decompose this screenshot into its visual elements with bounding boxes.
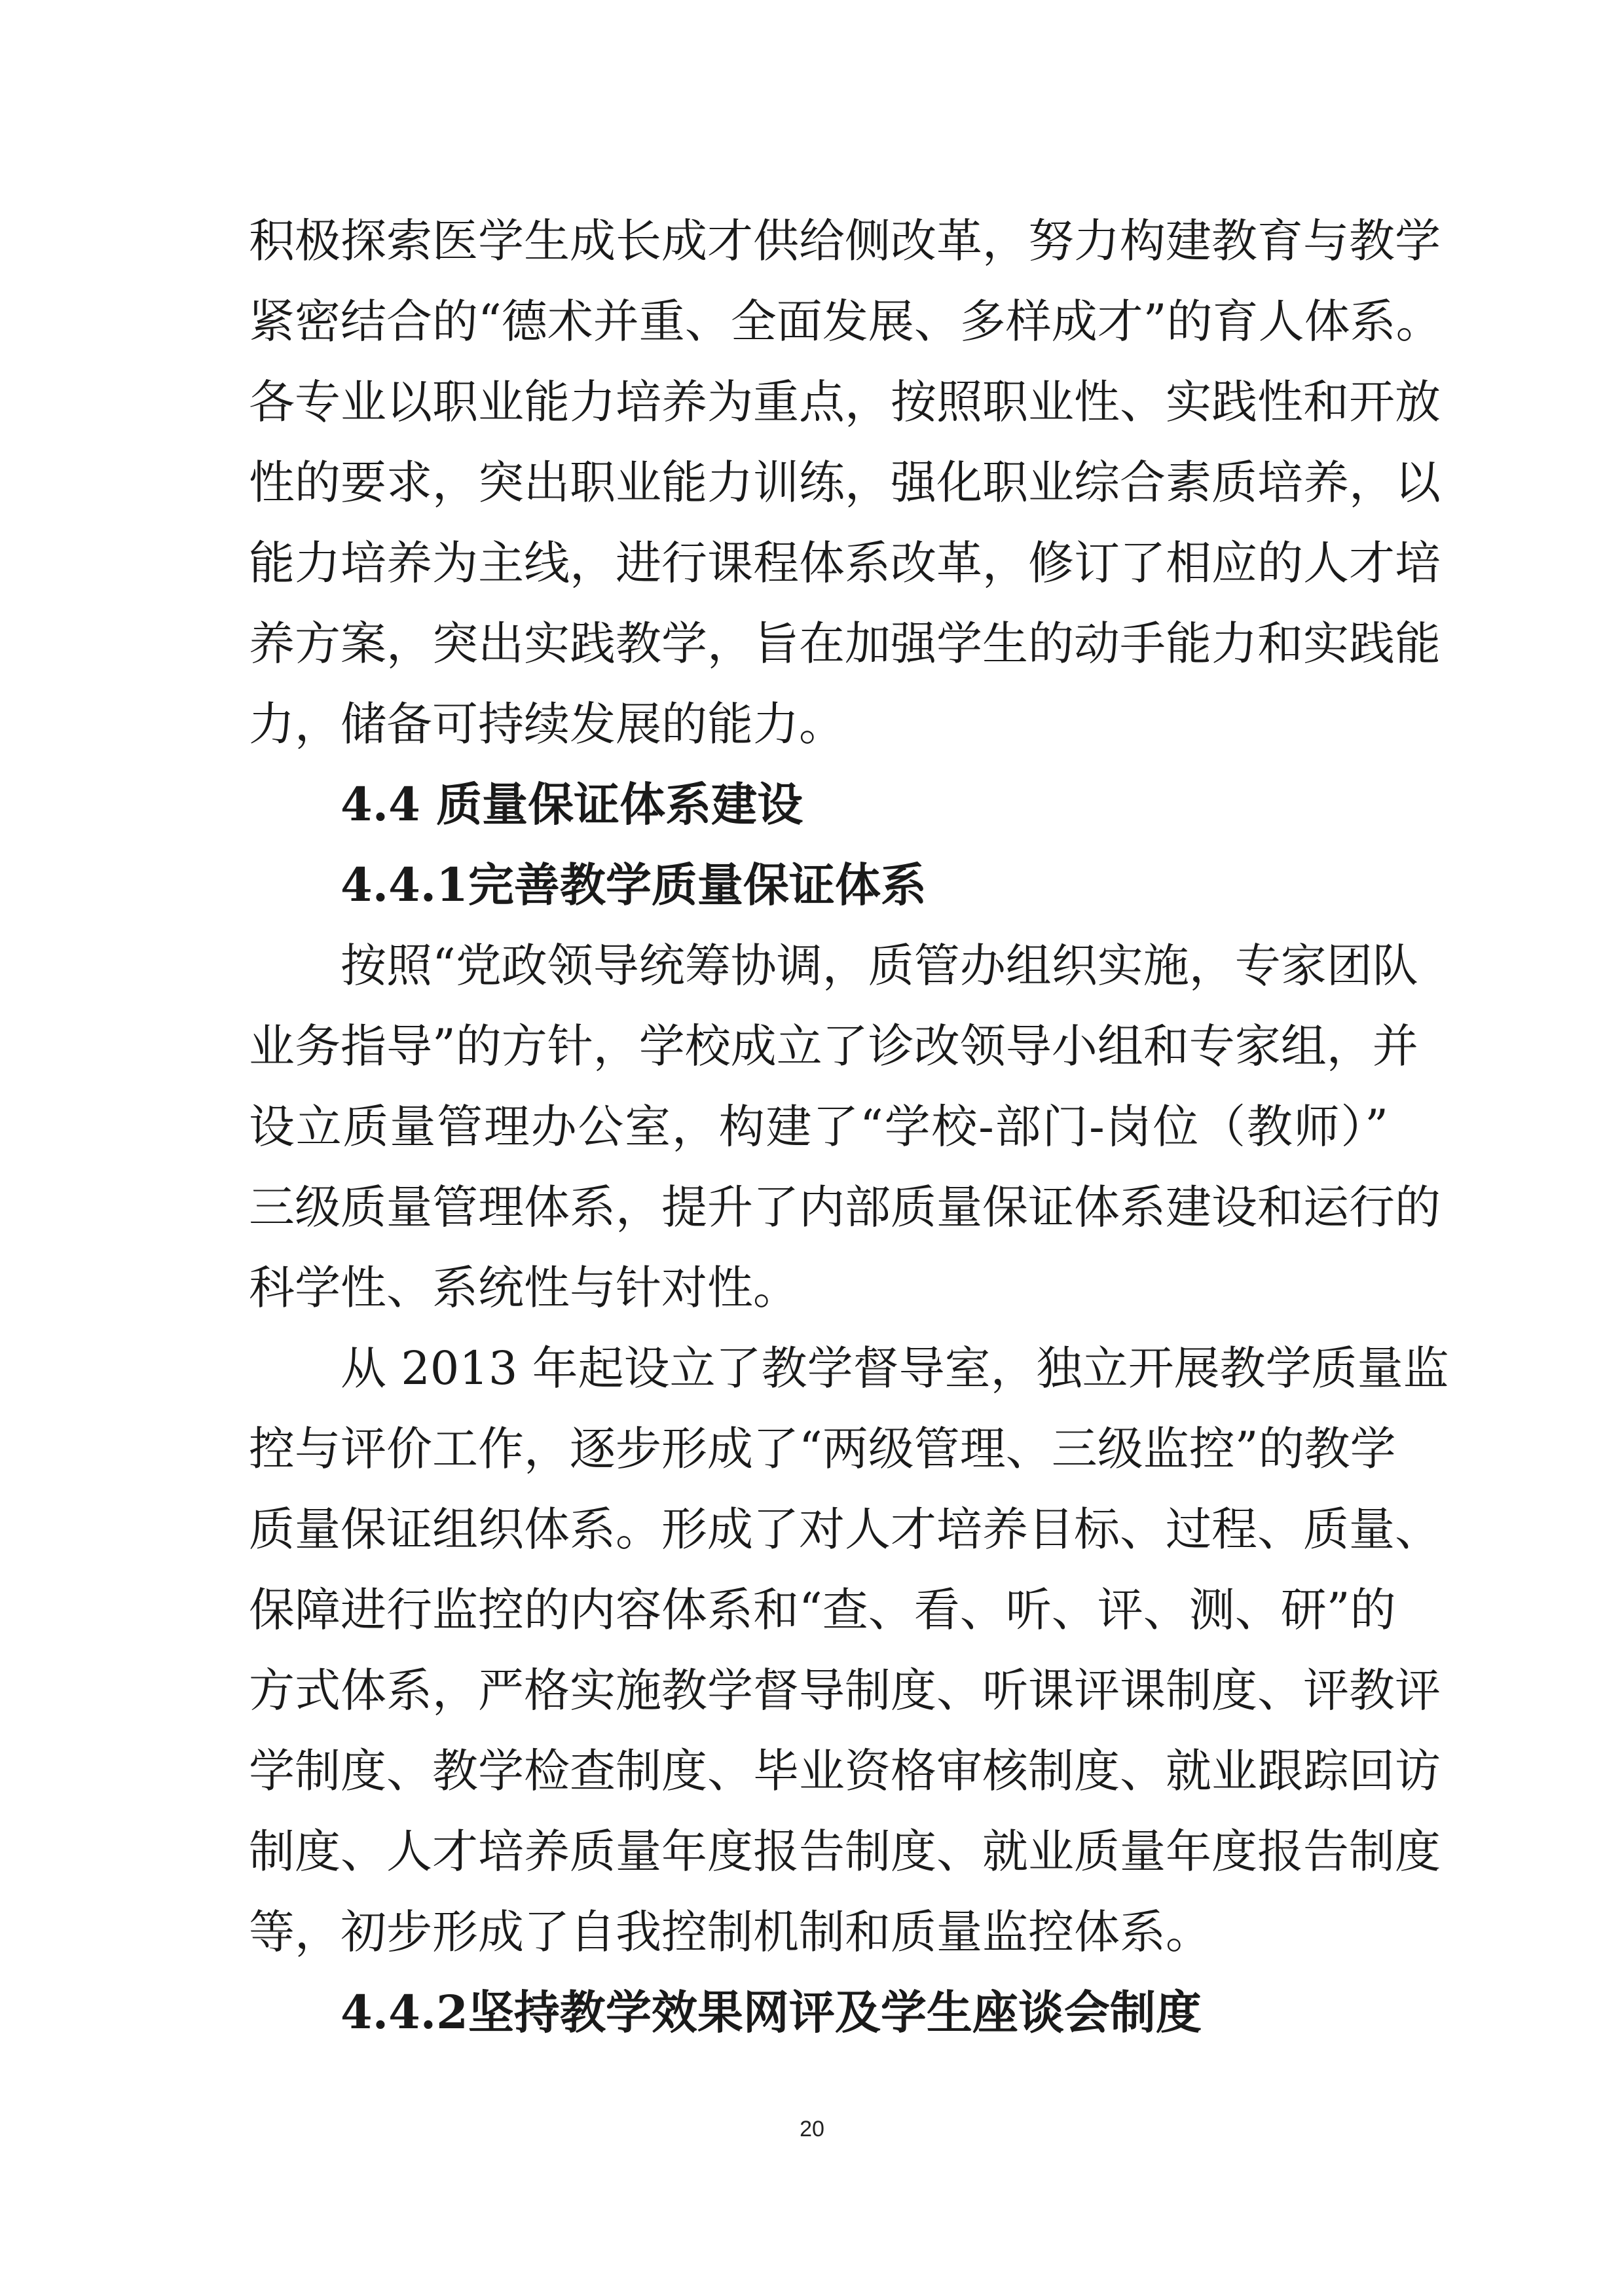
paragraph-line: 控与评价工作，逐步形成了“两级管理、三级监控”的教学: [249, 1422, 1396, 1476]
paragraph-line: 业务指导”的方针，学校成立了诊改领导小组和专家组，并: [249, 1019, 1418, 1073]
paragraph-line: 按照“党政领导统筹协调，质管办组织实施，专家团队: [341, 939, 1418, 993]
paragraph-line: 从 2013 年起设立了教学督导室，独立开展教学质量监: [341, 1341, 1449, 1395]
paragraph-line: 性的要求，突出职业能力训练，强化职业综合素质培养，以: [249, 456, 1441, 509]
paragraph-line: 设立质量管理办公室，构建了“学校-部门-岗位（教师）”: [249, 1100, 1388, 1154]
paragraph-line: 力，储备可持续发展的能力。: [249, 697, 845, 751]
paragraph-line: 制度、人才培养质量年度报告制度、就业质量年度报告制度: [249, 1825, 1441, 1878]
section-heading: 4.4 质量保证体系建设: [341, 777, 803, 831]
paragraph-line: 各专业以职业能力培养为重点，按照职业性、实践性和开放: [249, 375, 1441, 429]
paragraph-line: 方式体系，严格实施教学督导制度、听课评课制度、评教评: [249, 1664, 1441, 1717]
paragraph-line: 养方案，突出实践教学，旨在加强学生的动手能力和实践能: [249, 617, 1441, 670]
subsection-heading: 4.4.1完善教学质量保证体系: [341, 858, 927, 912]
page-number: 20: [800, 2117, 824, 2141]
paragraph-line: 紧密结合的“德术并重、全面发展、多样成才”的育人体系。: [249, 295, 1442, 348]
paragraph-line: 能力培养为主线，进行课程体系改革，修订了相应的人才培: [249, 536, 1441, 590]
paragraph-line: 科学性、系统性与针对性。: [249, 1261, 799, 1315]
paragraph-line: 质量保证组织体系。形成了对人才培养目标、过程、质量、: [249, 1503, 1441, 1556]
paragraph-line: 积极探索医学生成长成才供给侧改革，努力构建教育与教学: [249, 214, 1441, 268]
paragraph-line: 学制度、教学检查制度、毕业资格审核制度、就业跟踪回访: [249, 1744, 1441, 1798]
paragraph-line: 等，初步形成了自我控制机制和质量监控体系。: [249, 1905, 1211, 1959]
paragraph-line: 三级质量管理体系，提升了内部质量保证体系建设和运行的: [249, 1180, 1441, 1234]
subsection-heading: 4.4.2坚持教学效果网评及学生座谈会制度: [341, 1985, 1202, 2039]
paragraph-line: 保障进行监控的内容体系和“查、看、听、评、测、研”的: [249, 1583, 1396, 1637]
